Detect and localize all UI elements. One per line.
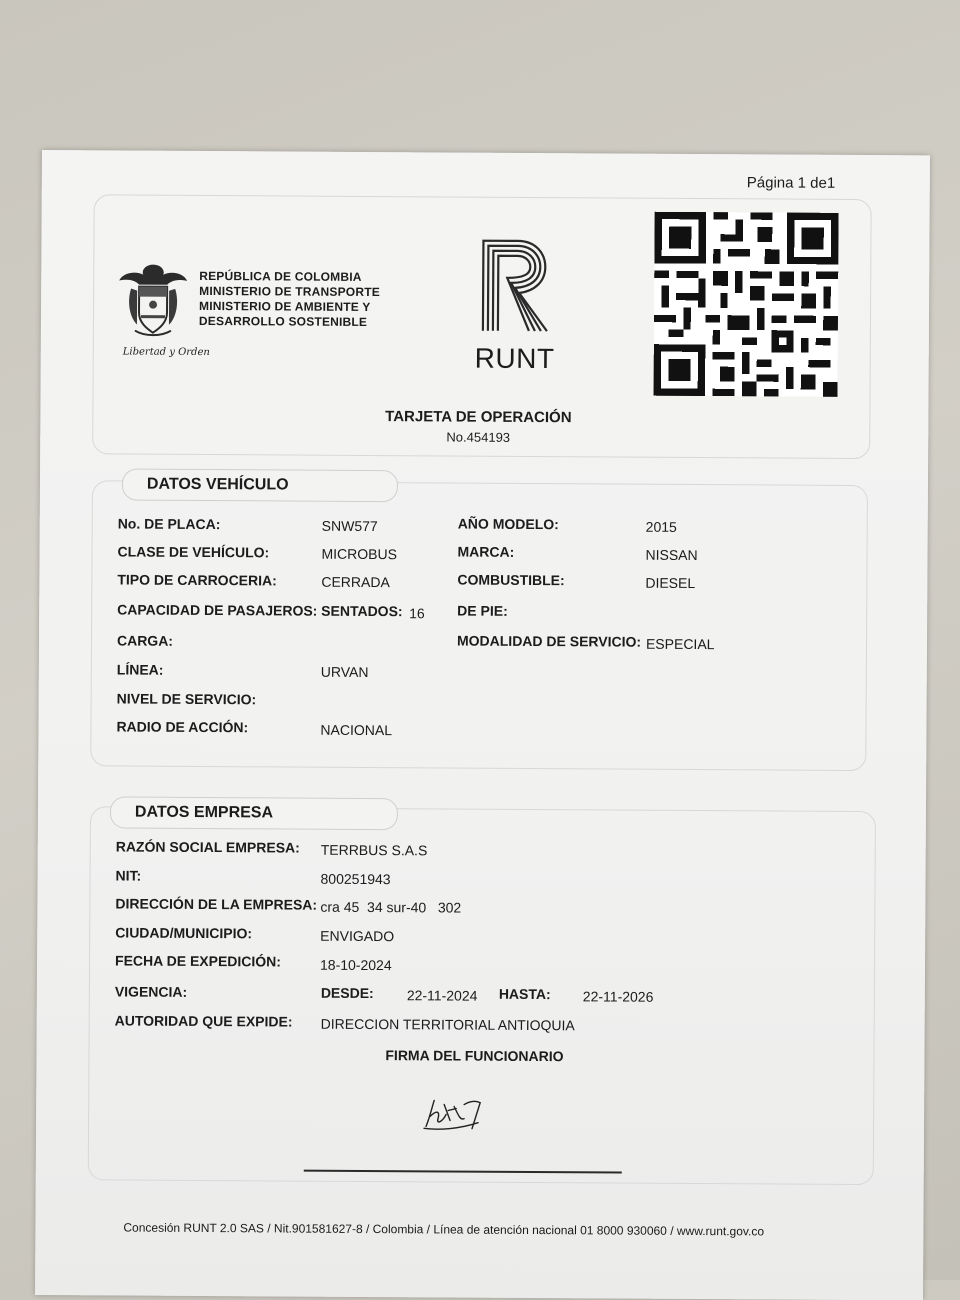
company-section-title: DATOS EMPRESA [110, 796, 398, 830]
razon-label: RAZÓN SOCIAL EMPRESA: [115, 838, 300, 856]
carroceria-value: CERRADA [321, 573, 390, 591]
nit-label: NIT: [115, 867, 142, 884]
modelo-value: 2015 [645, 518, 677, 535]
ministry-block [199, 269, 380, 330]
direccion-value: cra 45 34 sur-40 302 [320, 898, 462, 916]
hasta-value: 22-11-2026 [582, 988, 654, 1005]
desde-label: DESDE: [320, 984, 374, 1002]
ministry-line: MINISTERIO DE AMBIENTE Y [199, 298, 371, 315]
fecha-label: FECHA DE EXPEDICIÓN: [115, 952, 282, 970]
direccion-label: DIRECCIÓN DE LA EMPRESA: [115, 895, 318, 913]
colombia-coat-of-arms-icon [115, 260, 191, 340]
marca-label: MARCA: [457, 543, 515, 560]
document-number: No.454193 [446, 429, 511, 445]
fecha-value: 18-10-2024 [319, 956, 392, 974]
clase-value: MICROBUS [321, 545, 398, 563]
combustible-value: DIESEL [645, 574, 696, 591]
nivel-label: NIVEL DE SERVICIO: [116, 690, 257, 708]
ministry-line: DESARROLLO SOSTENIBLE [198, 313, 368, 329]
placa-value: SNW577 [321, 517, 378, 535]
combustible-label: COMBUSTIBLE: [457, 571, 565, 589]
runt-r-logo-icon [477, 235, 552, 345]
page-number: Página 1 de1 [746, 174, 836, 192]
linea-label: LÍNEA: [116, 661, 164, 678]
document-sheet [35, 150, 930, 1300]
vigencia-label: VIGENCIA: [114, 983, 188, 1000]
modalidad-value: ESPECIAL [645, 635, 715, 653]
hasta-label: HASTA: [498, 985, 551, 1003]
razon-value: TERRBUS S.A.S [320, 841, 428, 859]
footer-text: Concesión RUNT 2.0 SAS / Nit.901581627-8 / Colombia / Línea de atención nacional 01 8000 930060 / www.runt.gov.co [123, 1220, 765, 1239]
runt-brand: RUNT [474, 342, 555, 375]
carga-label: CARGA: [116, 632, 174, 649]
capacidad-label: CAPACIDAD DE PASAJEROS: [117, 601, 318, 619]
firma-label: FIRMA DEL FUNCIONARIO [385, 1047, 564, 1065]
vehicle-section-title: DATOS VEHÍCULO [122, 468, 398, 502]
qr-code-icon [654, 212, 839, 397]
radio-label: RADIO DE ACCIÓN: [116, 718, 249, 736]
modelo-label: AÑO MODELO: [457, 515, 559, 533]
autoridad-label: AUTORIDAD QUE EXPIDE: [114, 1012, 293, 1030]
modalidad-label: MODALIDAD DE SERVICIO: [456, 632, 642, 650]
escudo-caption: Libertad y Orden [122, 346, 210, 359]
ciudad-label: CIUDAD/MUNICIPIO: [115, 924, 253, 942]
depie-label: DE PIE: [457, 602, 508, 619]
clase-label: CLASE DE VEHÍCULO: [117, 543, 270, 561]
handwritten-signature [420, 1092, 500, 1134]
sentados-value: 16 [409, 605, 425, 622]
ministry-line: MINISTERIO DE TRANSPORTE [199, 283, 380, 300]
desde-value: 22-11-2024 [406, 987, 478, 1004]
radio-value: NACIONAL [320, 721, 393, 739]
placa-label: No. DE PLACA: [117, 515, 221, 533]
document-title: TARJETA DE OPERACIÓN [385, 408, 572, 427]
nit-value: 800251943 [320, 870, 391, 888]
sentados-label: SENTADOS: [321, 602, 403, 620]
autoridad-value: DIRECCION TERRITORIAL ANTIOQUIA [320, 1015, 575, 1034]
ciudad-value: ENVIGADO [320, 927, 395, 945]
carroceria-label: TIPO DE CARROCERIA: [117, 571, 277, 589]
linea-value: URVAN [320, 663, 369, 681]
ministry-line: REPÚBLICA DE COLOMBIA [199, 268, 362, 284]
marca-value: NISSAN [645, 546, 698, 564]
